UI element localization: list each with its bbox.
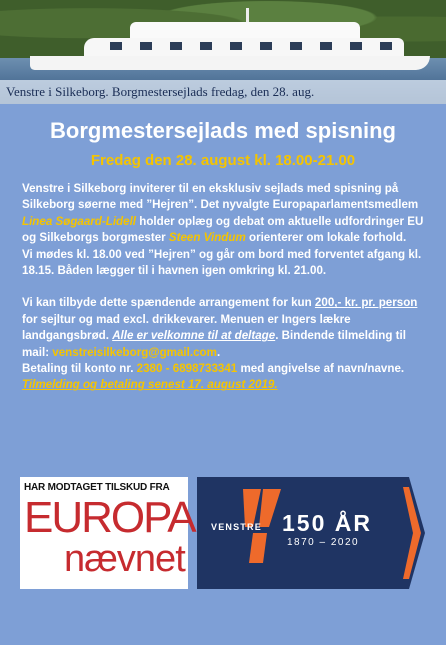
signup-text: . Bindende tilmelding til mail: (22, 329, 406, 359)
intro-text: Venstre i Silkeborg inviterer til en eksklusiv sejlads med spisning på Silkeborg søerne med ”Hejren”. Det nyvalgte Europaparlamentsmedlem (22, 182, 419, 212)
europa-naevnet-logo (20, 477, 195, 589)
meeting-paragraph: Vi mødes kl. 18.00 ved ”Hejren” og går om bord med forventet afgang kl. 18.15. Båden lægger til i havnen igen omkring kl. 21.00. (22, 247, 422, 278)
boat-window (230, 42, 242, 50)
offer-paragraph (22, 295, 434, 361)
event-description (22, 181, 434, 394)
payment-text: Betaling til konto nr. (22, 362, 137, 376)
boat-window (200, 42, 212, 50)
signup-period: . (216, 345, 221, 359)
event-title: Borgmestersejlads med spisning (50, 118, 396, 143)
boat-window (140, 42, 152, 50)
payment-text-2: med angivelse af navn/navne. (237, 362, 405, 376)
payment-paragraph (22, 361, 434, 377)
signup-email-link[interactable]: venstreisilkeborg@gmail.com (52, 345, 217, 359)
boat-window (170, 42, 182, 50)
mep-name: Linea Søgaard-Lidell (22, 214, 137, 228)
anniversary-years: 150 ÅR (282, 510, 372, 536)
photo-caption: Venstre i Silkeborg. Borgmestersejlads fredag, den 28. aug. (6, 84, 315, 99)
anniversary-range: 1870 – 2020 (287, 537, 360, 548)
venstre-name: VENSTRE (211, 522, 262, 532)
boat-window (350, 42, 362, 50)
deadline: Tilmelding og betaling senest 17. august 2019. (22, 378, 278, 392)
mayor-name: Steen Vindum (168, 231, 246, 245)
europa-wordmark: EUROPA (24, 493, 195, 542)
boat-window (110, 42, 122, 50)
boat-window (320, 42, 332, 50)
price: 200,- kr. pr. person (314, 296, 418, 310)
naevnet-wordmark: nævnet (64, 538, 185, 580)
venstre-150-logo (197, 477, 425, 589)
menu-text: for sejltur og mad excl. drikkevarer. Menuen er Ingers lækre landgangsbrød. (22, 312, 351, 343)
intro-paragraph (22, 181, 434, 247)
event-date: Fredag den 28. august kl. 18.00-21.00 (90, 152, 356, 169)
boat-hull (30, 56, 430, 70)
intro-period: . (402, 231, 407, 245)
boat-roof (130, 22, 360, 38)
boat-window (380, 42, 392, 50)
account-number: 2380 - 6898733341 (136, 362, 238, 376)
offer-text: Vi kan tilbyde dette spændende arrangement for kun (22, 296, 315, 310)
intro-text-2: holder oplæg og debat om aktuelle udfordringer EU og Silkeborgs borgmester (22, 214, 424, 245)
boat-window (290, 42, 302, 50)
boat-window (260, 42, 272, 50)
grant-notice: HAR MODTAGET TILSKUD FRA (24, 482, 170, 493)
intro-text-3: orienterer om lokale forhold (245, 231, 403, 245)
welcome-text: Alle er velkomne til at deltage (112, 329, 276, 343)
